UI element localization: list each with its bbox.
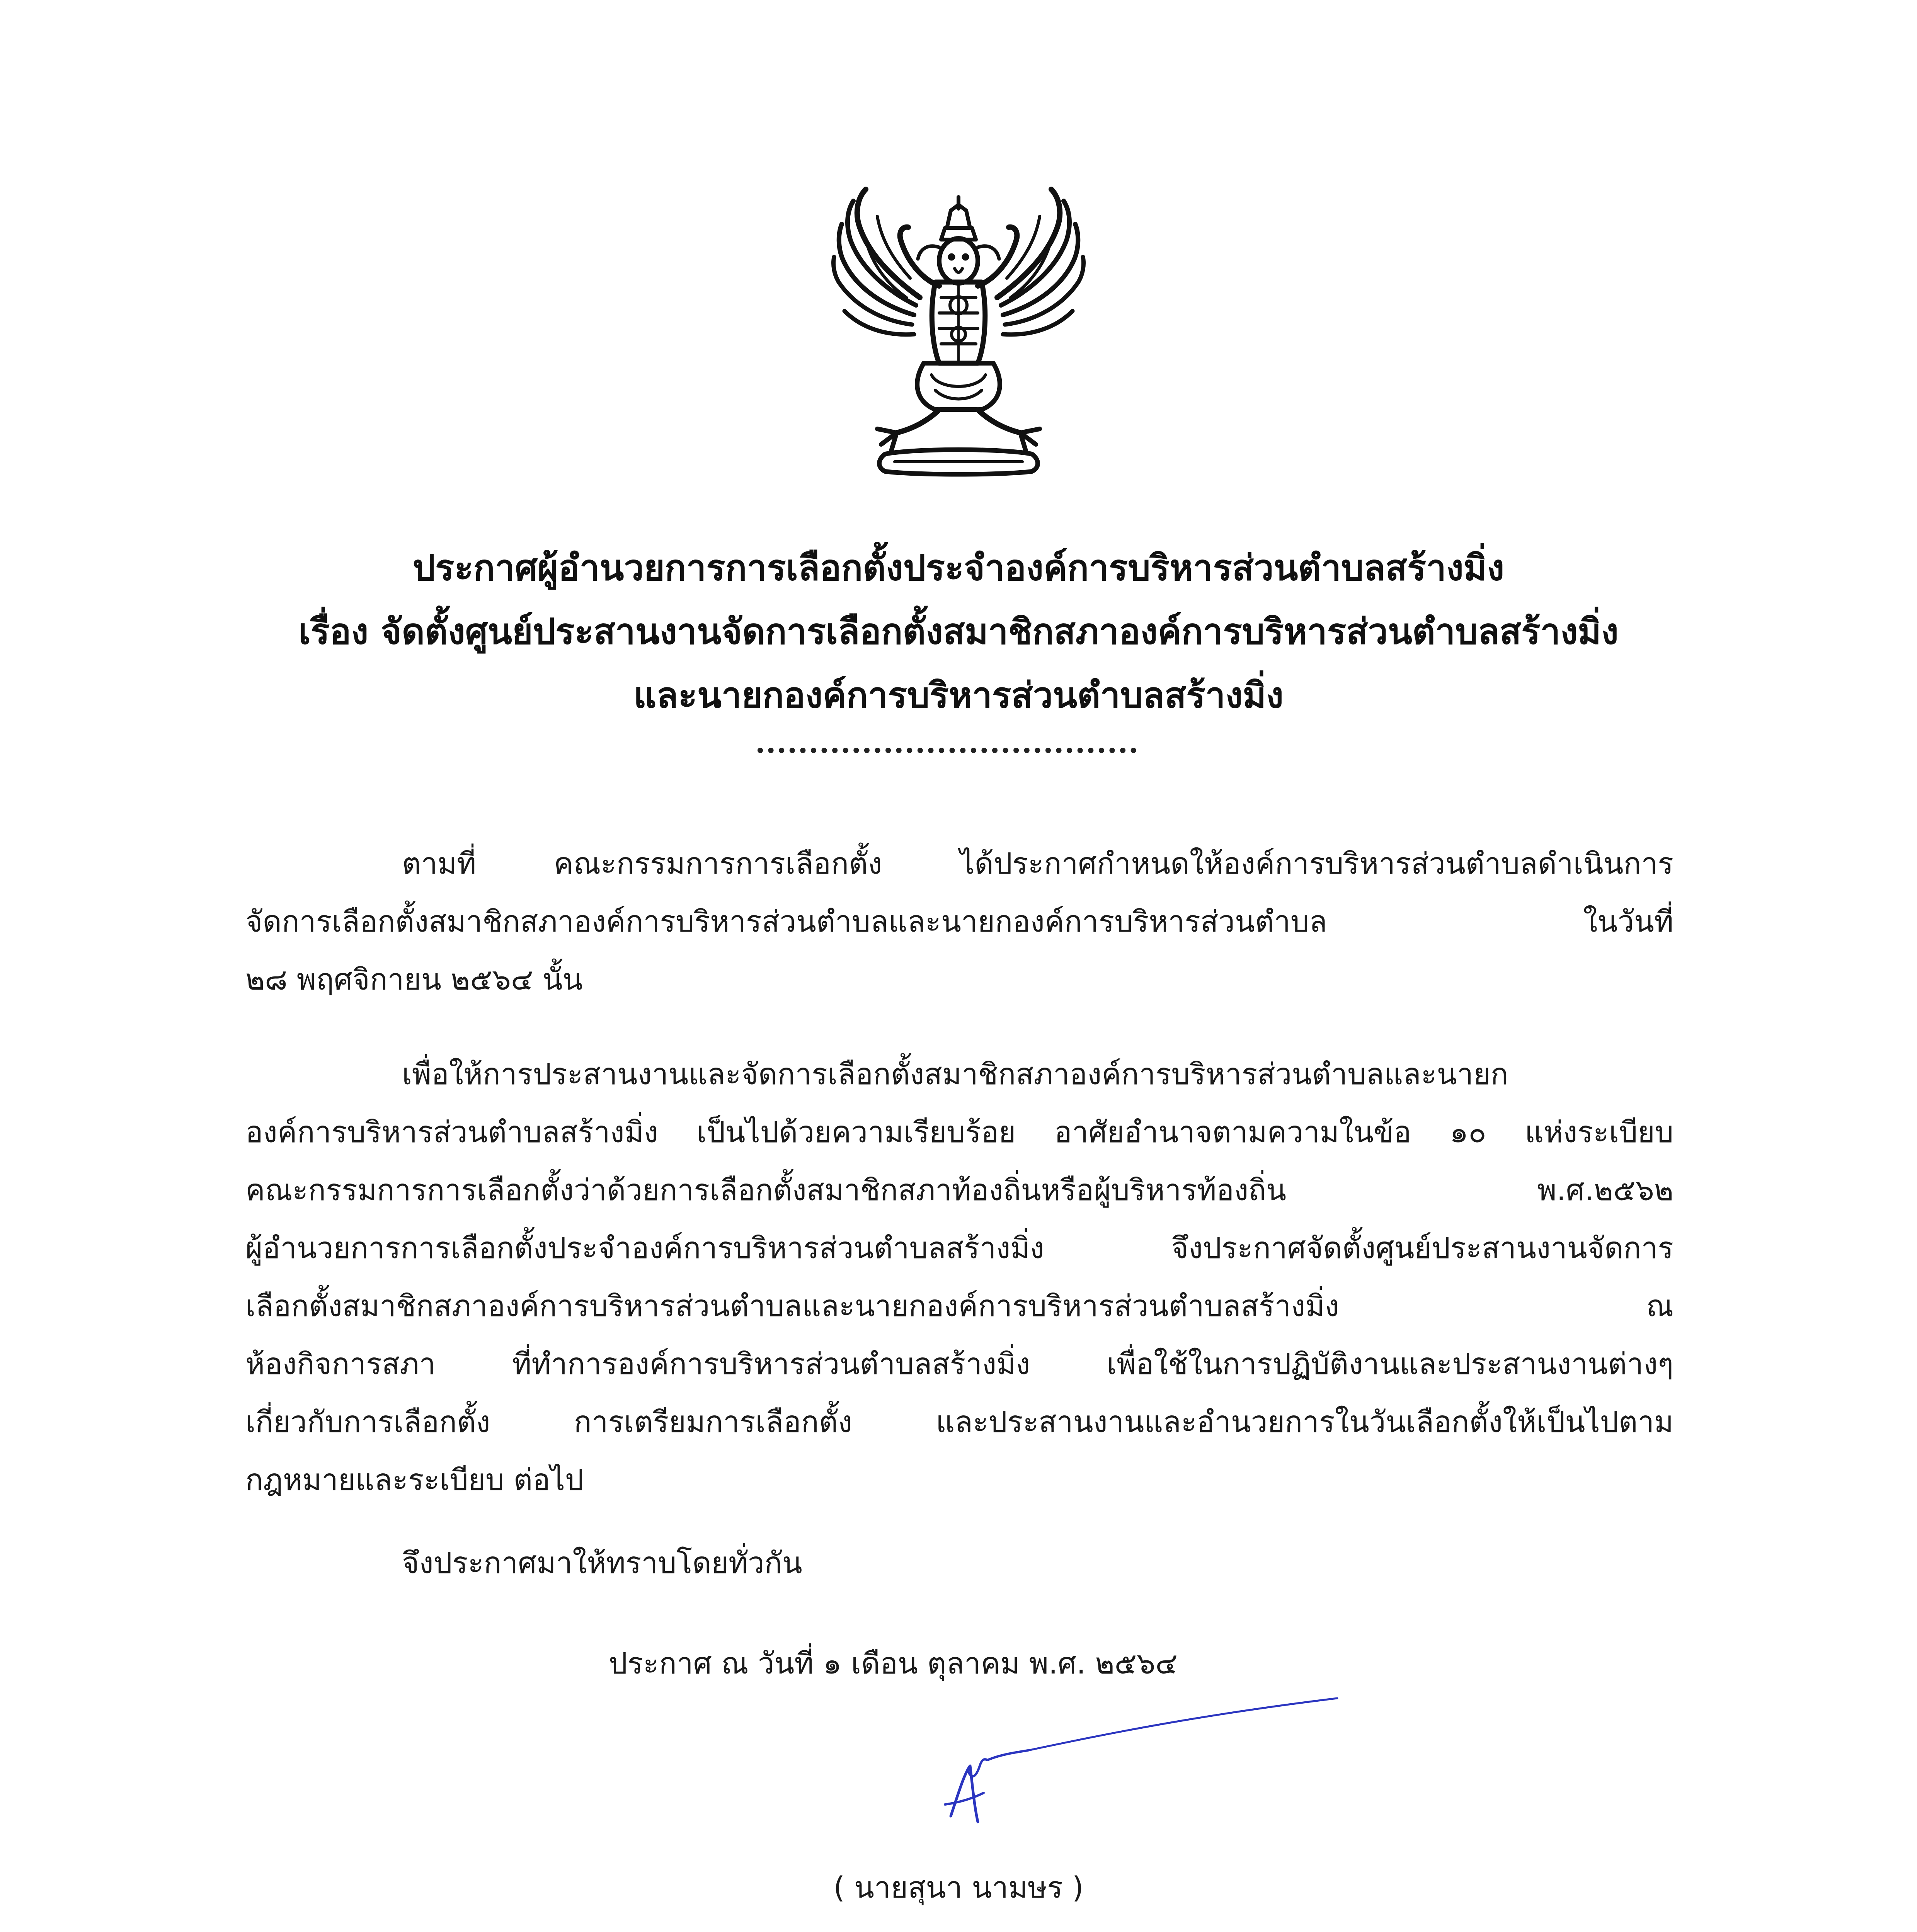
para2-line-1: เพื่อให้การประสานงานและจัดการเลือกตั้งสมาชิกสภาองค์การบริหารส่วนตำบลและนายก <box>402 1057 1508 1091</box>
closing-statement: จึงประกาศมาให้ทราบโดยทั่วกัน <box>402 1546 802 1580</box>
announcement-title-line-1: ประกาศผู้อำนวยการการเลือกตั้งประจำองค์การบริหารส่วนตำบลสร้างมิ่ง <box>412 547 1505 588</box>
para2-line-8: กฎหมายและระเบียบ ต่อไป <box>245 1463 584 1497</box>
para1-line-3: ๒๘ พฤศจิกายน ๒๕๖๔ นั้น <box>245 962 583 997</box>
handwritten-signature <box>901 1689 1357 1862</box>
para2-line-5: เลือกตั้งสมาชิกสภาองค์การบริหารส่วนตำบลและนายกองค์การบริหารส่วนตำบลสร้างมิ่ง ณ <box>245 1289 1674 1323</box>
garuda-emblem <box>823 182 1094 487</box>
para2-line-4: ผู้อำนวยการการเลือกตั้งประจำองค์การบริหารส่วนตำบลสร้างมิ่ง จึงประกาศจัดตั้งศูนย์ประสานงานจัดการ <box>245 1231 1674 1265</box>
para2-line-2: องค์การบริหารส่วนตำบลสร้างมิ่ง เป็นไปด้วยความเรียบร้อย อาศัยอำนาจตามความในข้อ ๑๐ แห่งระเบียบ <box>245 1115 1674 1149</box>
announcement-date: ประกาศ ณ วันที่ ๑ เดือน ตุลาคม พ.ศ. ๒๕๖๔ <box>609 1646 1178 1680</box>
announcement-title-line-2: เรื่อง จัดตั้งศูนย์ประสานงานจัดการเลือกตั้งสมาชิกสภาองค์การบริหารส่วนตำบลสร้างมิ่ง <box>298 611 1619 652</box>
para2-line-7: เกี่ยวกับการเลือกตั้ง การเตรียมการเลือกตั้ง และประสานงานและอำนวยการในวันเลือกตั้งให้เป็นไปตาม <box>245 1405 1674 1439</box>
announcement-title-line-3: และนายกองค์การบริหารส่วนตำบลสร้างมิ่ง <box>633 675 1284 716</box>
para1-line-2: จัดการเลือกตั้งสมาชิกสภาองค์การบริหารส่วนตำบลและนายกองค์การบริหารส่วนตำบล ในวันที่ <box>245 904 1674 939</box>
signatory-position <box>0 1928 1917 1932</box>
para1-line-1: ตามที่ คณะกรรมการการเลือกตั้ง ได้ประกาศกำหนดให้องค์การบริหารส่วนตำบลดำเนินการ <box>402 846 1674 881</box>
para2-line-3: คณะกรรมการการเลือกตั้งว่าด้วยการเลือกตั้งสมาชิกสภาท้องถิ่นหรือผู้บริหารท้องถิ่น พ.ศ.๒๕๖๒ <box>245 1173 1674 1207</box>
signatory-name: ( นายสุนา นามษร ) <box>833 1870 1084 1905</box>
para2-line-6: ห้องกิจการสภา ที่ทำการองค์การบริหารส่วนตำบลสร้างมิ่ง เพื่อใช้ในการปฏิบัติงานและประสานงานต่างๆ <box>245 1347 1674 1381</box>
dotted-separator <box>758 748 1136 753</box>
